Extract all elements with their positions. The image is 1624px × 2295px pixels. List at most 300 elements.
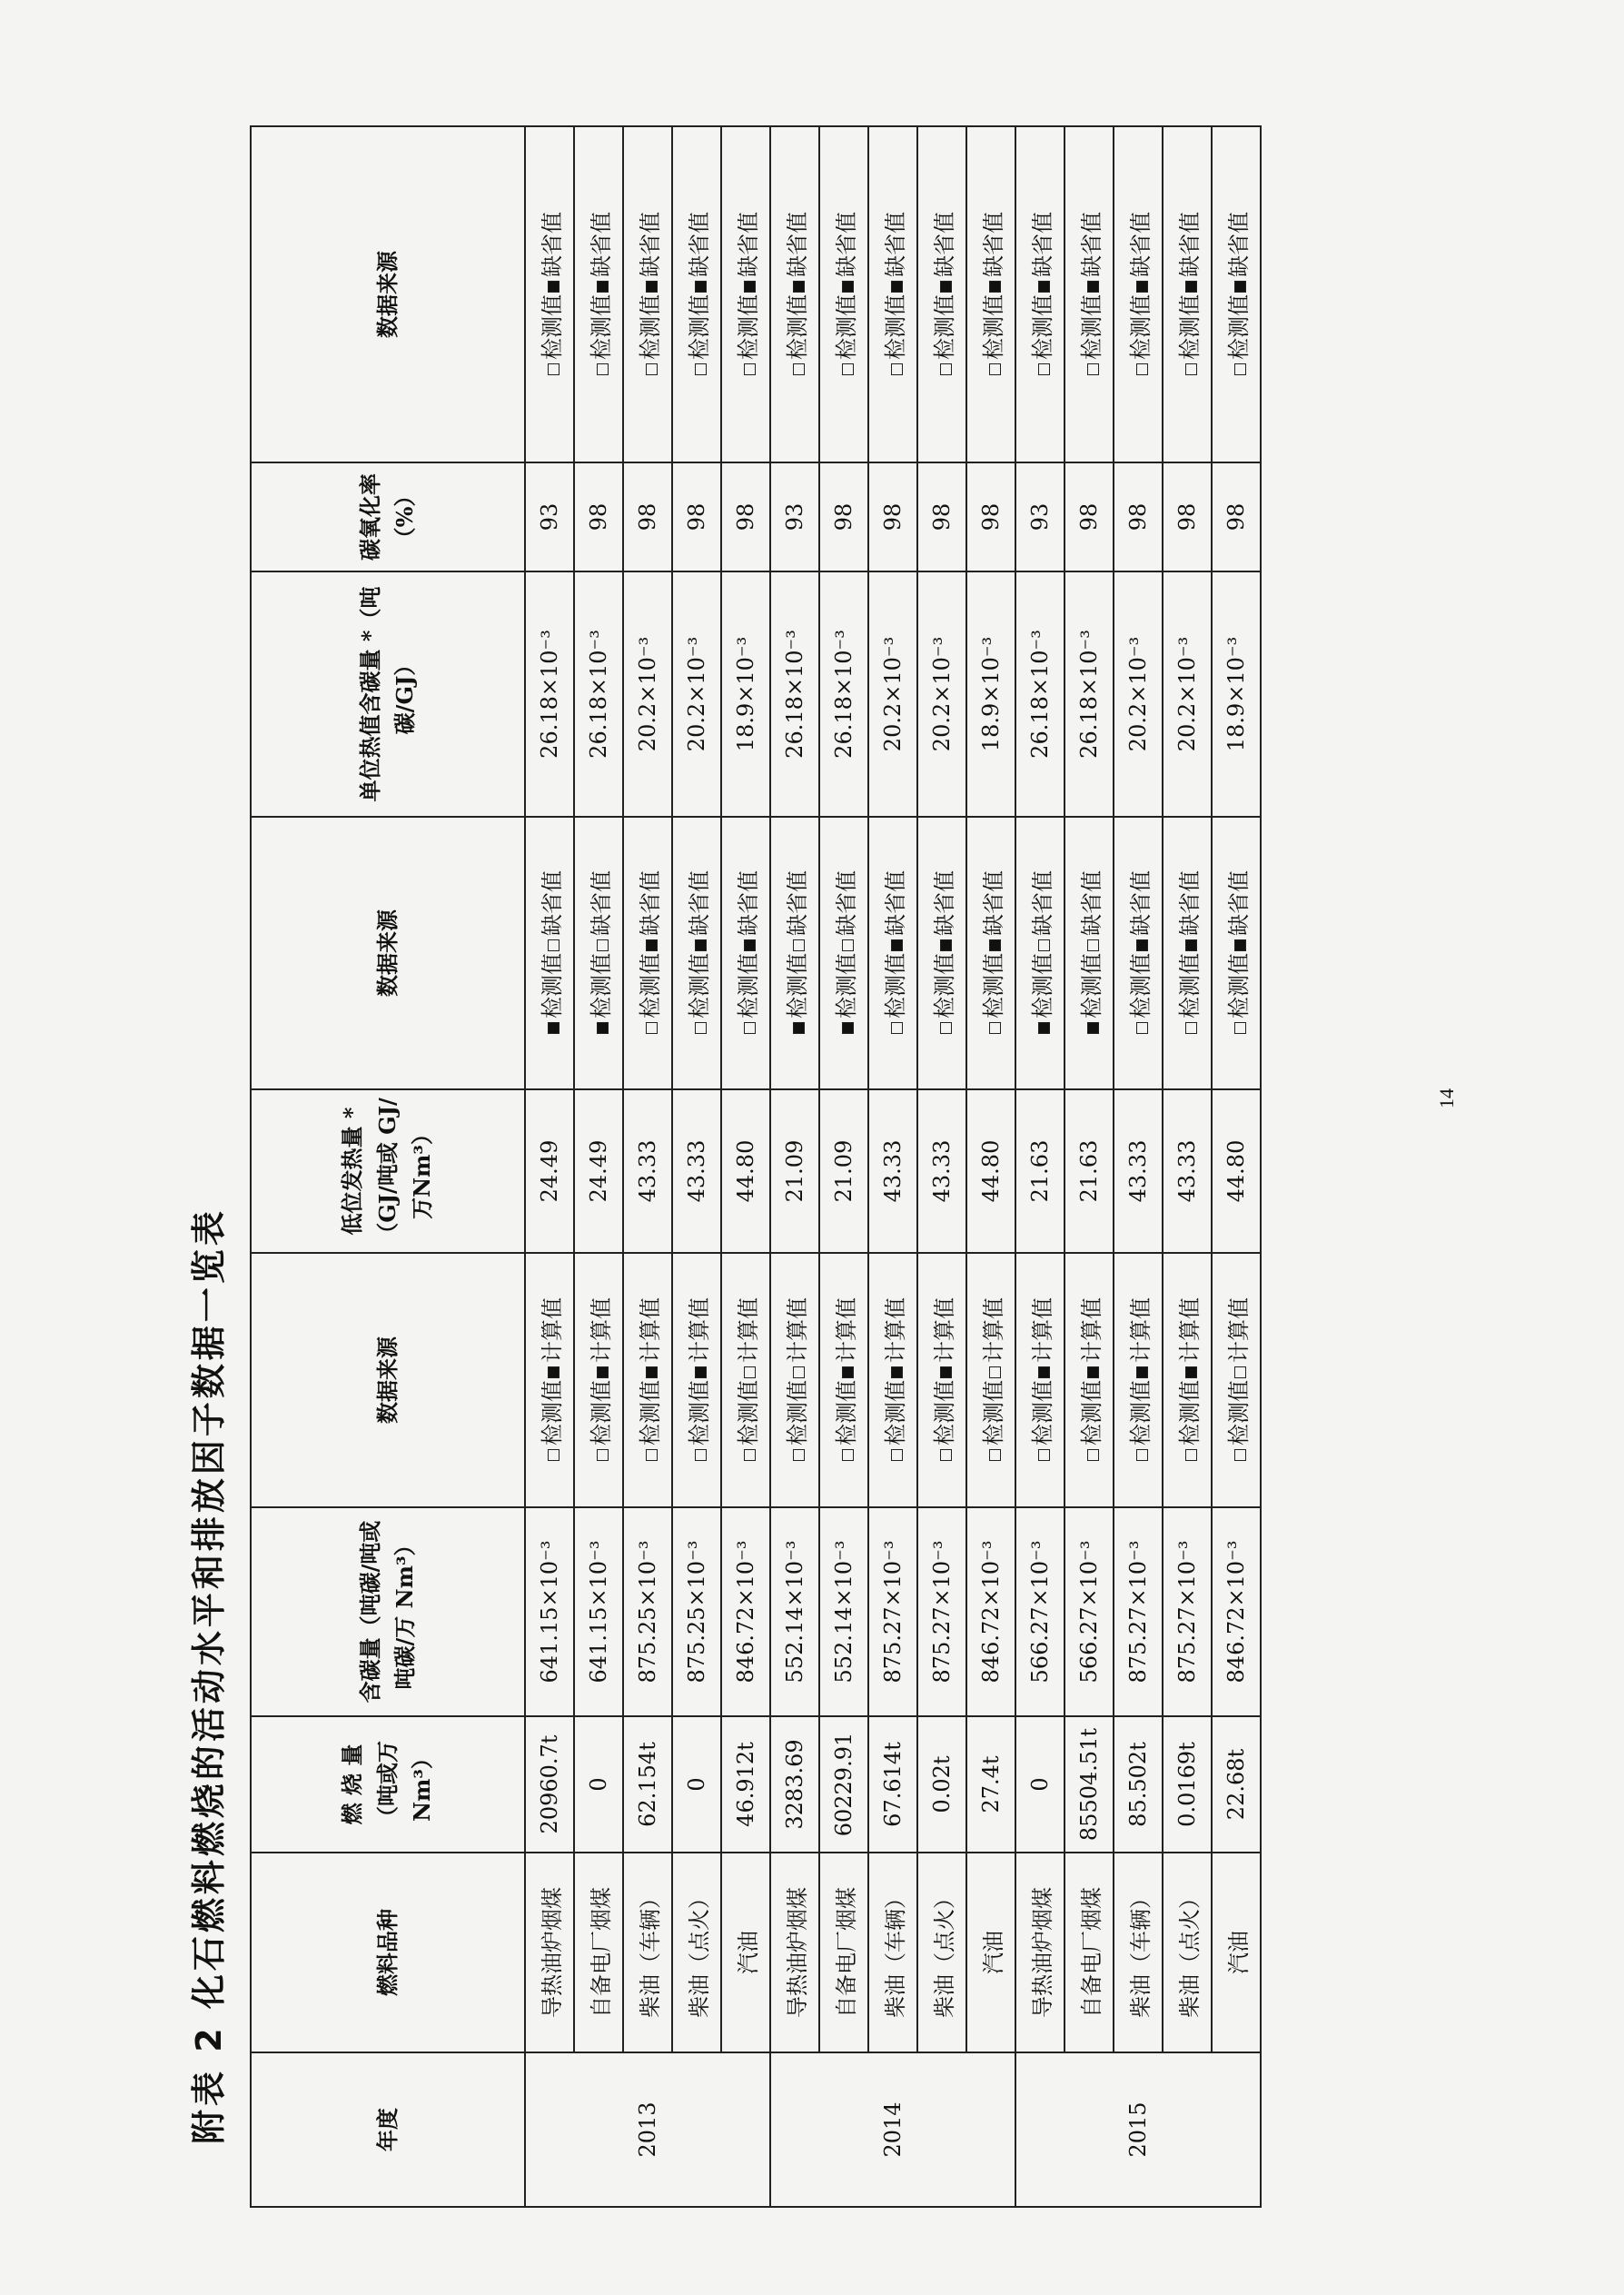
source-option-label: 缺省值 (931, 212, 957, 277)
checkbox-icon (989, 1022, 1001, 1034)
lhv-cell: 24.49 (525, 1089, 574, 1253)
source-option-label: 缺省值 (588, 870, 614, 936)
checkbox-icon (695, 1022, 707, 1034)
source-option-label: 检测值 (539, 1380, 565, 1446)
carbon-content-cell: 875.27×10⁻³ (917, 1507, 966, 1716)
source-option-label: 计算值 (833, 1297, 859, 1363)
source-1-cell (721, 1253, 770, 1507)
source-1-cell (574, 1253, 623, 1507)
checkbox-icon (940, 939, 952, 951)
source-3-cell (623, 126, 672, 462)
source-3-cell (574, 126, 623, 462)
table-row (1065, 126, 1114, 2207)
checkbox-icon (744, 1366, 756, 1378)
source-option-label: 缺省值 (931, 870, 957, 936)
fuel-cell: 导热油炉烟煤 (1015, 1853, 1065, 2052)
checkbox-icon (548, 281, 559, 293)
checkbox-icon (1234, 1449, 1246, 1461)
source-option-label: 缺省值 (735, 212, 761, 277)
checkbox-icon (597, 939, 609, 951)
checkbox-icon (940, 1022, 952, 1034)
oxidation-rate-cell: 98 (721, 462, 770, 571)
source-3-cell (1114, 126, 1163, 462)
source-option-label: 检测值 (637, 1380, 663, 1446)
source-1-cell (623, 1253, 672, 1507)
table-row (574, 126, 623, 2207)
lhv-cell: 21.09 (770, 1089, 819, 1253)
checkbox-icon (646, 1022, 658, 1034)
source-2-cell (917, 817, 966, 1089)
source-option-label: 检测值 (882, 953, 908, 1018)
source-2-cell (1163, 817, 1212, 1089)
source-3-cell (1212, 126, 1261, 462)
amount-cell: 0 (1015, 1716, 1065, 1853)
unit-carbon-cell: 20.2×10⁻³ (1114, 571, 1163, 817)
source-option-label: 计算值 (931, 1297, 957, 1363)
checkbox-icon (1087, 1449, 1099, 1461)
source-option-label: 缺省值 (1029, 212, 1055, 277)
source-option-label: 缺省值 (637, 212, 663, 277)
table-row (868, 126, 917, 2207)
carbon-content-cell: 566.27×10⁻³ (1015, 1507, 1065, 1716)
checkbox-icon (646, 363, 658, 375)
source-option-label: 计算值 (784, 1297, 810, 1363)
source-option-label: 检测值 (1225, 953, 1252, 1018)
checkbox-icon (1087, 1022, 1099, 1034)
amount-cell: 62.154t (623, 1716, 672, 1853)
lhv-cell: 21.63 (1065, 1089, 1114, 1253)
oxidation-rate-cell: 98 (868, 462, 917, 571)
amount-cell: 60229.91 (819, 1716, 868, 1853)
table-row (672, 126, 721, 2207)
checkbox-icon (744, 1022, 756, 1034)
unit-carbon-cell: 20.2×10⁻³ (1163, 571, 1212, 817)
checkbox-icon (1038, 363, 1050, 375)
source-option-label: 缺省值 (1078, 870, 1104, 936)
fuel-cell: 柴油（车辆） (623, 1853, 672, 2052)
carbon-content-cell: 875.27×10⁻³ (1163, 1507, 1212, 1716)
source-option-label: 检测值 (833, 1380, 859, 1446)
carbon-content-cell: 875.27×10⁻³ (1114, 1507, 1163, 1716)
checkbox-icon (842, 281, 854, 293)
source-option-label: 检测值 (1225, 294, 1252, 360)
table-row (1163, 126, 1212, 2207)
checkbox-icon (1038, 1449, 1050, 1461)
checkbox-icon (695, 1449, 707, 1461)
fuel-cell: 汽油 (966, 1853, 1015, 2052)
lhv-cell: 43.33 (623, 1089, 672, 1253)
source-option-label: 缺省值 (637, 870, 663, 936)
source-option-label: 缺省值 (980, 212, 1006, 277)
fuel-cell: 自备电厂烟煤 (1065, 1853, 1114, 2052)
oxidation-rate-cell: 98 (966, 462, 1015, 571)
lhv-cell: 44.80 (721, 1089, 770, 1253)
source-option-label: 缺省值 (980, 870, 1006, 936)
table-row (721, 126, 770, 2207)
amount-cell: 85504.51t (1065, 1716, 1114, 1853)
checkbox-icon (793, 1022, 805, 1034)
amount-cell: 85.502t (1114, 1716, 1163, 1853)
source-option-label: 检测值 (1078, 294, 1104, 360)
lhv-cell: 21.09 (819, 1089, 868, 1253)
source-option-label: 缺省值 (735, 870, 761, 936)
source-2-cell (819, 817, 868, 1089)
source-option-label: 检测值 (980, 294, 1006, 360)
source-option-label: 计算值 (686, 1297, 712, 1363)
checkbox-icon (940, 281, 952, 293)
source-2-cell (574, 817, 623, 1089)
oxidation-rate-cell: 98 (1065, 462, 1114, 571)
fuel-cell: 柴油（点火） (917, 1853, 966, 2052)
carbon-content-cell: 566.27×10⁻³ (1065, 1507, 1114, 1716)
checkbox-icon (548, 939, 559, 951)
checkbox-icon (989, 1366, 1001, 1378)
source-option-label: 缺省值 (1225, 212, 1252, 277)
source-option-label: 缺省值 (588, 212, 614, 277)
checkbox-icon (548, 1449, 559, 1461)
fuel-cell: 柴油（点火） (1163, 1853, 1212, 2052)
source-option-label: 检测值 (980, 953, 1006, 1018)
checkbox-icon (1234, 363, 1246, 375)
source-option-label: 计算值 (1127, 1297, 1154, 1363)
source-option-label: 检测值 (931, 294, 957, 360)
checkbox-icon (597, 363, 609, 375)
source-option-label: 检测值 (931, 953, 957, 1018)
source-2-cell (623, 817, 672, 1089)
source-option-label: 缺省值 (539, 870, 565, 936)
source-option-label: 缺省值 (1078, 212, 1104, 277)
table-row (1015, 126, 1065, 2207)
carbon-content-cell: 875.25×10⁻³ (672, 1507, 721, 1716)
checkbox-icon (548, 1366, 559, 1378)
amount-cell: 67.614t (868, 1716, 917, 1853)
amount-cell: 0 (672, 1716, 721, 1853)
unit-carbon-cell: 20.2×10⁻³ (868, 571, 917, 817)
source-option-label: 缺省值 (1029, 870, 1055, 936)
checkbox-icon (1038, 1366, 1050, 1378)
source-option-label: 缺省值 (784, 870, 810, 936)
header-source-1: 数据来源 (251, 1253, 525, 1507)
lhv-cell: 21.63 (1015, 1089, 1065, 1253)
carbon-content-cell: 846.72×10⁻³ (966, 1507, 1015, 1716)
source-option-label: 检测值 (784, 953, 810, 1018)
source-option-label: 检测值 (980, 1380, 1006, 1446)
checkbox-icon (744, 281, 756, 293)
source-option-label: 检测值 (833, 953, 859, 1018)
carbon-content-cell: 846.72×10⁻³ (1212, 1507, 1261, 1716)
checkbox-icon (1234, 939, 1246, 951)
checkbox-icon (891, 939, 903, 951)
rotated-page-content (177, 55, 1467, 2253)
checkbox-icon (597, 1449, 609, 1461)
lhv-cell: 43.33 (917, 1089, 966, 1253)
checkbox-icon (744, 939, 756, 951)
oxidation-rate-cell: 98 (1163, 462, 1212, 571)
source-option-label: 检测值 (735, 953, 761, 1018)
source-2-cell (672, 817, 721, 1089)
checkbox-icon (1185, 363, 1197, 375)
unit-carbon-cell: 18.9×10⁻³ (721, 571, 770, 817)
lhv-cell: 44.80 (1212, 1089, 1261, 1253)
source-option-label: 检测值 (1127, 953, 1154, 1018)
source-option-label: 检测值 (784, 1380, 810, 1446)
checkbox-icon (1234, 1022, 1246, 1034)
checkbox-icon (1087, 1366, 1099, 1378)
checkbox-icon (1185, 281, 1197, 293)
source-option-label: 缺省值 (833, 212, 859, 277)
checkbox-icon (940, 1449, 952, 1461)
checkbox-icon (695, 281, 707, 293)
source-option-label: 检测值 (588, 953, 614, 1018)
unit-carbon-cell: 26.18×10⁻³ (770, 571, 819, 817)
carbon-content-cell: 875.25×10⁻³ (623, 1507, 672, 1716)
source-option-label: 检测值 (1176, 1380, 1203, 1446)
carbon-content-cell: 641.15×10⁻³ (574, 1507, 623, 1716)
source-option-label: 检测值 (686, 953, 712, 1018)
unit-carbon-cell: 26.18×10⁻³ (574, 571, 623, 817)
checkbox-icon (1136, 363, 1148, 375)
checkbox-icon (1038, 281, 1050, 293)
table-row (525, 126, 574, 2207)
source-1-cell (1065, 1253, 1114, 1507)
source-option-label: 计算值 (539, 1297, 565, 1363)
source-1-cell (868, 1253, 917, 1507)
table-row (1212, 126, 1261, 2207)
checkbox-icon (1136, 1022, 1148, 1034)
source-option-label: 缺省值 (1176, 870, 1203, 936)
checkbox-icon (891, 281, 903, 293)
checkbox-icon (597, 1366, 609, 1378)
fuel-cell: 自备电厂烟煤 (574, 1853, 623, 2052)
checkbox-icon (842, 1449, 854, 1461)
checkbox-icon (842, 1022, 854, 1034)
source-1-cell (1212, 1253, 1261, 1507)
source-option-label: 检测值 (1029, 1380, 1055, 1446)
lhv-cell: 43.33 (672, 1089, 721, 1253)
source-3-cell (1163, 126, 1212, 462)
table-body (525, 126, 1261, 2207)
source-3-cell (721, 126, 770, 462)
checkbox-icon (646, 1366, 658, 1378)
source-option-label: 缺省值 (833, 870, 859, 936)
checkbox-icon (891, 363, 903, 375)
carbon-content-cell: 552.14×10⁻³ (770, 1507, 819, 1716)
checkbox-icon (842, 1366, 854, 1378)
unit-carbon-cell: 26.18×10⁻³ (819, 571, 868, 817)
checkbox-icon (989, 363, 1001, 375)
source-2-cell (966, 817, 1015, 1089)
source-option-label: 检测值 (882, 1380, 908, 1446)
checkbox-icon (695, 363, 707, 375)
source-option-label: 缺省值 (539, 212, 565, 277)
header-carbon-content: 含碳量（吨碳/吨或吨碳/万 Nm³） (251, 1507, 525, 1716)
checkbox-icon (989, 939, 1001, 951)
table-row (770, 126, 819, 2207)
checkbox-icon (989, 281, 1001, 293)
fuel-emission-table (250, 125, 1262, 2208)
source-3-cell (868, 126, 917, 462)
header-oxidation-rate: 碳氧化率（%） (251, 462, 525, 571)
source-1-cell (672, 1253, 721, 1507)
lhv-cell: 43.33 (1163, 1089, 1212, 1253)
lhv-cell: 43.33 (868, 1089, 917, 1253)
source-option-label: 检测值 (539, 953, 565, 1018)
checkbox-icon (842, 939, 854, 951)
source-3-cell (917, 126, 966, 462)
source-3-cell (672, 126, 721, 462)
source-option-label: 缺省值 (1127, 870, 1154, 936)
source-option-label: 检测值 (1176, 953, 1203, 1018)
table-row (623, 126, 672, 2207)
source-1-cell (525, 1253, 574, 1507)
source-option-label: 计算值 (637, 1297, 663, 1363)
checkbox-icon (793, 1449, 805, 1461)
header-fuel: 燃料品种 (251, 1853, 525, 2052)
source-option-label: 检测值 (931, 1380, 957, 1446)
source-2-cell (525, 817, 574, 1089)
header-amount: 燃 烧 量 （吨或万 Nm³） (251, 1716, 525, 1853)
unit-carbon-cell: 18.9×10⁻³ (1212, 571, 1261, 817)
checkbox-icon (744, 363, 756, 375)
table-row (819, 126, 868, 2207)
source-option-label: 计算值 (1225, 1297, 1252, 1363)
source-option-label: 检测值 (637, 953, 663, 1018)
source-option-label: 计算值 (882, 1297, 908, 1363)
page-number: 14 (1435, 1088, 1458, 1108)
source-1-cell (966, 1253, 1015, 1507)
source-3-cell (819, 126, 868, 462)
checkbox-icon (793, 939, 805, 951)
source-option-label: 缺省值 (882, 212, 908, 277)
source-option-label: 检测值 (686, 294, 712, 360)
checkbox-icon (1136, 1449, 1148, 1461)
year-cell: 2013 (525, 2052, 770, 2207)
source-option-label: 计算值 (735, 1297, 761, 1363)
checkbox-icon (646, 1449, 658, 1461)
source-1-cell (917, 1253, 966, 1507)
source-option-label: 计算值 (1078, 1297, 1104, 1363)
unit-carbon-cell: 26.18×10⁻³ (1065, 571, 1114, 817)
checkbox-icon (940, 363, 952, 375)
source-1-cell (1163, 1253, 1212, 1507)
source-1-cell (770, 1253, 819, 1507)
table-row (966, 126, 1015, 2207)
source-1-cell (1015, 1253, 1065, 1507)
checkbox-icon (1185, 1022, 1197, 1034)
source-option-label: 检测值 (1078, 1380, 1104, 1446)
amount-cell: 0 (574, 1716, 623, 1853)
source-option-label: 检测值 (1127, 294, 1154, 360)
checkbox-icon (695, 939, 707, 951)
amount-cell: 46.912t (721, 1716, 770, 1853)
source-option-label: 检测值 (784, 294, 810, 360)
table-title: 附表 2 化石燃料燃烧的活动水平和排放因子数据一览表 (189, 1207, 229, 2144)
oxidation-rate-cell: 98 (819, 462, 868, 571)
amount-cell: 20960.7t (525, 1716, 574, 1853)
source-option-label: 检测值 (637, 294, 663, 360)
carbon-content-cell: 641.15×10⁻³ (525, 1507, 574, 1716)
source-option-label: 检测值 (833, 294, 859, 360)
header-year: 年度 (251, 2052, 525, 2207)
source-option-label: 检测值 (1029, 294, 1055, 360)
source-2-cell (1065, 817, 1114, 1089)
source-option-label: 缺省值 (686, 212, 712, 277)
year-cell: 2015 (1015, 2052, 1261, 2207)
source-2-cell (1114, 817, 1163, 1089)
source-3-cell (1015, 126, 1065, 462)
source-option-label: 缺省值 (686, 870, 712, 936)
source-2-cell (868, 817, 917, 1089)
amount-cell: 0.0169t (1163, 1716, 1212, 1853)
amount-cell: 3283.69 (770, 1716, 819, 1853)
checkbox-icon (1038, 939, 1050, 951)
fuel-cell: 导热油炉烟煤 (770, 1853, 819, 2052)
checkbox-icon (646, 939, 658, 951)
fuel-cell: 汽油 (721, 1853, 770, 2052)
checkbox-icon (1185, 1366, 1197, 1378)
amount-cell: 22.68t (1212, 1716, 1261, 1853)
checkbox-icon (940, 1366, 952, 1378)
source-option-label: 缺省值 (1127, 212, 1154, 277)
source-option-label: 缺省值 (882, 870, 908, 936)
checkbox-icon (1136, 1366, 1148, 1378)
unit-carbon-cell: 26.18×10⁻³ (1015, 571, 1065, 817)
source-option-label: 检测值 (588, 1380, 614, 1446)
year-cell: 2014 (770, 2052, 1015, 2207)
checkbox-icon (548, 363, 559, 375)
source-option-label: 检测值 (1078, 953, 1104, 1018)
source-option-label: 检测值 (735, 1380, 761, 1446)
unit-carbon-cell: 26.18×10⁻³ (525, 571, 574, 817)
checkbox-icon (548, 1022, 559, 1034)
checkbox-icon (1087, 363, 1099, 375)
fuel-cell: 柴油（车辆） (1114, 1853, 1163, 2052)
fuel-cell: 自备电厂烟煤 (819, 1853, 868, 2052)
oxidation-rate-cell: 93 (1015, 462, 1065, 571)
checkbox-icon (1185, 939, 1197, 951)
source-option-label: 检测值 (588, 294, 614, 360)
checkbox-icon (1087, 939, 1099, 951)
checkbox-icon (989, 1449, 1001, 1461)
carbon-content-cell: 846.72×10⁻³ (721, 1507, 770, 1716)
source-option-label: 检测值 (735, 294, 761, 360)
source-option-label: 计算值 (1029, 1297, 1055, 1363)
oxidation-rate-cell: 98 (574, 462, 623, 571)
source-option-label: 检测值 (1029, 953, 1055, 1018)
source-2-cell (770, 817, 819, 1089)
table-row (917, 126, 966, 2207)
source-option-label: 计算值 (1176, 1297, 1203, 1363)
source-2-cell (1015, 817, 1065, 1089)
source-3-cell (770, 126, 819, 462)
checkbox-icon (744, 1449, 756, 1461)
checkbox-icon (891, 1366, 903, 1378)
fuel-cell: 导热油炉烟煤 (525, 1853, 574, 2052)
checkbox-icon (1234, 1366, 1246, 1378)
header-source-2: 数据来源 (251, 817, 525, 1089)
checkbox-icon (1038, 1022, 1050, 1034)
source-3-cell (966, 126, 1015, 462)
source-option-label: 检测值 (1127, 1380, 1154, 1446)
source-option-label: 检测值 (539, 294, 565, 360)
checkbox-icon (597, 281, 609, 293)
source-3-cell (525, 126, 574, 462)
fuel-cell: 柴油（点火） (672, 1853, 721, 2052)
header-unit-carbon: 单位热值含碳量 *（吨碳/GJ） (251, 571, 525, 817)
source-option-label: 检测值 (882, 294, 908, 360)
checkbox-icon (695, 1366, 707, 1378)
unit-carbon-cell: 18.9×10⁻³ (966, 571, 1015, 817)
